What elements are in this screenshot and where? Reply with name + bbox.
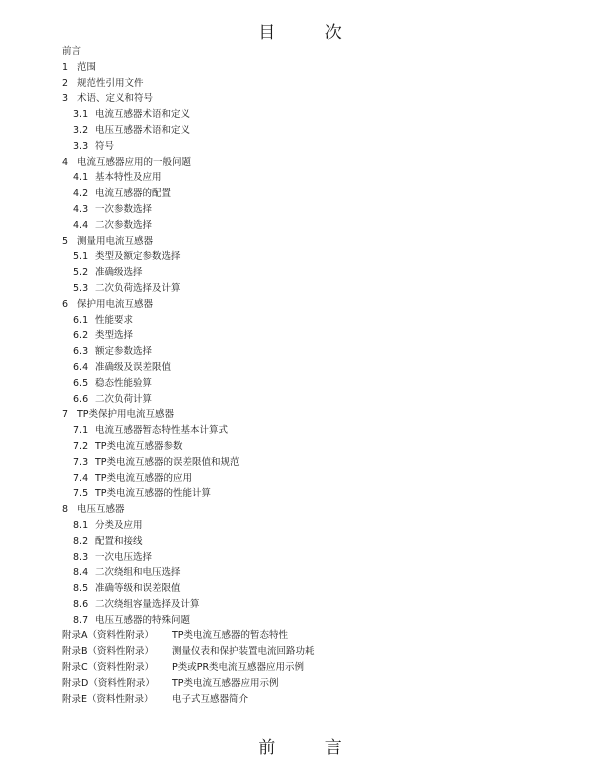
toc-entry-number: 6 bbox=[62, 298, 69, 310]
toc-entry[interactable] bbox=[62, 186, 562, 202]
toc-entry[interactable] bbox=[62, 613, 562, 629]
toc-entry-title: 配置和接线 bbox=[95, 535, 143, 547]
toc-entry-title: TP类电流互感器参数 bbox=[95, 440, 183, 452]
toc-entry-title: 二次参数选择 bbox=[95, 219, 153, 231]
toc-entry-number: 6.1 bbox=[73, 314, 89, 326]
toc-entry-number: 3.2 bbox=[73, 124, 89, 136]
toc-entry-title: 类型及额定参数选择 bbox=[95, 251, 181, 263]
toc-entry-number: 8.3 bbox=[73, 551, 89, 563]
toc-entry-number: 6.3 bbox=[73, 346, 89, 358]
toc-entry[interactable] bbox=[62, 123, 562, 139]
toc-entry-title: 额定参数选择 bbox=[95, 346, 153, 358]
toc-entry-number: 附录C（资料性附录） bbox=[62, 662, 155, 674]
toc-entry-title: 测量仪表和保护装置电流回路功耗 bbox=[172, 646, 315, 658]
toc-entry[interactable] bbox=[62, 60, 562, 76]
toc-entry-number: 8.5 bbox=[73, 583, 89, 595]
toc-entry-number: 2 bbox=[62, 77, 69, 89]
toc-entry-title: 二次绕组和电压选择 bbox=[95, 567, 181, 579]
toc-entry-title: 二次负荷计算 bbox=[95, 393, 153, 405]
toc-entry-title: 电压互感器 bbox=[77, 504, 125, 516]
toc-entry-number: 7.5 bbox=[73, 488, 89, 500]
toc-entry-title: 准确级选择 bbox=[95, 267, 143, 279]
toc-entry-number: 3.1 bbox=[73, 109, 89, 121]
toc-entry-title: 电流互感器暂态特性基本计算式 bbox=[95, 425, 229, 437]
toc-entry-title: 准确级及误差限值 bbox=[95, 361, 172, 373]
toc-entry[interactable] bbox=[62, 486, 562, 502]
toc-entry-title: TP类电流互感器的性能计算 bbox=[95, 488, 212, 500]
toc-entry-number: 7.2 bbox=[73, 440, 89, 452]
toc-entry[interactable] bbox=[62, 202, 562, 218]
toc-entry-title: 分类及应用 bbox=[95, 519, 143, 531]
toc-entry-number: 4.2 bbox=[73, 188, 89, 200]
toc-entry-title: 前言 bbox=[62, 46, 82, 57]
toc-entry[interactable] bbox=[62, 376, 562, 392]
toc-entry-number: 4.3 bbox=[73, 203, 89, 215]
toc-entry[interactable] bbox=[62, 502, 562, 518]
toc-entry-number: 5.1 bbox=[73, 251, 89, 263]
toc-entry[interactable] bbox=[62, 407, 562, 423]
toc-entry-number: 4.1 bbox=[73, 172, 89, 184]
toc-entry-title: TP类保护用电流互感器 bbox=[77, 409, 175, 421]
toc-entry[interactable] bbox=[62, 76, 562, 92]
toc-entry-title: 范围 bbox=[77, 61, 97, 73]
toc-entry-title: 规范性引用文件 bbox=[77, 77, 144, 89]
toc-entry-number: 7.3 bbox=[73, 456, 89, 468]
toc-entry[interactable] bbox=[62, 91, 562, 107]
toc-entry-number: 7.1 bbox=[73, 425, 89, 437]
toc-entry-title: 符号 bbox=[95, 140, 115, 152]
toc-entry-number: 8.7 bbox=[73, 614, 89, 626]
toc-entry[interactable] bbox=[62, 297, 562, 313]
toc-entry-title: 准确等级和误差限值 bbox=[95, 583, 181, 595]
toc-entry[interactable] bbox=[62, 455, 562, 471]
toc-entry[interactable] bbox=[62, 676, 562, 692]
toc-entry-title: 电压互感器的特殊问题 bbox=[95, 614, 191, 626]
toc-entry[interactable] bbox=[62, 249, 562, 265]
toc-entry-number: 4.4 bbox=[73, 219, 89, 231]
toc-entry-number: 7.4 bbox=[73, 472, 89, 484]
toc-entry-number: 6.5 bbox=[73, 377, 89, 389]
toc-entry-title: 术语、定义和符号 bbox=[77, 93, 154, 105]
toc-entry[interactable] bbox=[62, 439, 562, 455]
toc-entry-number: 1 bbox=[62, 61, 69, 73]
toc-entry[interactable] bbox=[62, 107, 562, 123]
toc-entry[interactable] bbox=[62, 360, 562, 376]
toc-entry-number: 8.6 bbox=[73, 598, 89, 610]
toc-entry-title: TP类电流互感器的暂态特性 bbox=[172, 630, 289, 642]
toc-entry[interactable] bbox=[62, 155, 562, 171]
toc-entry[interactable] bbox=[62, 581, 562, 597]
toc-entry[interactable] bbox=[62, 644, 562, 660]
toc-entry-number: 5.3 bbox=[73, 282, 89, 294]
toc-entry[interactable] bbox=[62, 423, 562, 439]
toc-entry-title: 保护用电流互感器 bbox=[77, 298, 154, 310]
toc-entry[interactable] bbox=[62, 534, 562, 550]
toc-entry-title: 电流互感器术语和定义 bbox=[95, 109, 191, 121]
toc-entry-number: 附录E（资料性附录） bbox=[62, 693, 154, 705]
toc-entry-title: TP类电流互感器的应用 bbox=[95, 472, 193, 484]
toc-entry[interactable] bbox=[62, 471, 562, 487]
toc-entry-title: 稳态性能验算 bbox=[95, 377, 153, 389]
toc-entry-number: 附录B（资料性附录） bbox=[62, 646, 155, 658]
toc-entry-title: 基本特性及应用 bbox=[95, 172, 162, 184]
toc-entry[interactable] bbox=[62, 692, 562, 708]
toc-entry-title: 二次负荷选择及计算 bbox=[95, 282, 181, 294]
toc-entry-number: 8 bbox=[62, 504, 69, 516]
toc-entry-title: TP类电流互感器应用示例 bbox=[172, 677, 279, 689]
toc-entry[interactable] bbox=[62, 565, 562, 581]
toc-entry[interactable] bbox=[62, 344, 562, 360]
toc-entry-number: 3 bbox=[62, 93, 69, 105]
toc-entry[interactable] bbox=[62, 234, 562, 250]
toc-entry[interactable] bbox=[62, 392, 562, 408]
toc-entry-number: 3.3 bbox=[73, 140, 89, 152]
toc-entry[interactable] bbox=[62, 44, 562, 60]
toc-entry[interactable] bbox=[62, 328, 562, 344]
toc-entry[interactable] bbox=[62, 313, 562, 329]
toc-entry-title: 一次参数选择 bbox=[95, 203, 153, 215]
toc-entry-title: 测量用电流互感器 bbox=[77, 235, 154, 247]
toc-entry-number: 8.2 bbox=[73, 535, 89, 547]
toc-entry[interactable] bbox=[62, 660, 562, 676]
toc-entry-number: 附录A（资料性附录） bbox=[62, 630, 154, 642]
preface-heading: 前 言 bbox=[258, 738, 364, 758]
table-of-contents bbox=[62, 44, 562, 707]
toc-entry-number: 5.2 bbox=[73, 267, 89, 279]
toc-entry-number: 6.2 bbox=[73, 330, 89, 342]
toc-entry-title: 二次绕组容量选择及计算 bbox=[95, 598, 200, 610]
toc-entry-number: 8.1 bbox=[73, 519, 89, 531]
toc-entry-number: 8.4 bbox=[73, 567, 89, 579]
toc-entry-title: 电子式互感器简介 bbox=[172, 693, 249, 705]
toc-entry-title: 电压互感器术语和定义 bbox=[95, 124, 191, 136]
toc-entry-title: P类或PR类电流互感器应用示例 bbox=[172, 662, 305, 674]
toc-entry-number: 附录D（资料性附录） bbox=[62, 677, 155, 689]
toc-entry[interactable] bbox=[62, 218, 562, 234]
toc-entry-number: 5 bbox=[62, 235, 69, 247]
toc-entry[interactable] bbox=[62, 139, 562, 155]
toc-entry-number: 6.6 bbox=[73, 393, 89, 405]
page-title: 目 次 bbox=[258, 23, 364, 43]
toc-entry-title: 一次电压选择 bbox=[95, 551, 153, 563]
toc-entry-number: 7 bbox=[62, 409, 69, 421]
toc-entry[interactable] bbox=[62, 518, 562, 534]
toc-entry-number: 4 bbox=[62, 156, 69, 168]
toc-entry-title: 电流互感器应用的一般问题 bbox=[77, 156, 192, 168]
toc-entry-title: 电流互感器的配置 bbox=[95, 188, 172, 200]
toc-entry-title: 性能要求 bbox=[95, 314, 134, 326]
toc-entry[interactable] bbox=[62, 597, 562, 613]
toc-entry[interactable] bbox=[62, 265, 562, 281]
toc-entry-title: TP类电流互感器的误差限值和规范 bbox=[95, 456, 240, 468]
toc-entry-number: 6.4 bbox=[73, 361, 89, 373]
toc-entry[interactable] bbox=[62, 281, 562, 297]
toc-entry[interactable] bbox=[62, 628, 562, 644]
toc-entry-title: 类型选择 bbox=[95, 330, 134, 342]
toc-entry[interactable] bbox=[62, 550, 562, 566]
toc-entry[interactable] bbox=[62, 170, 562, 186]
